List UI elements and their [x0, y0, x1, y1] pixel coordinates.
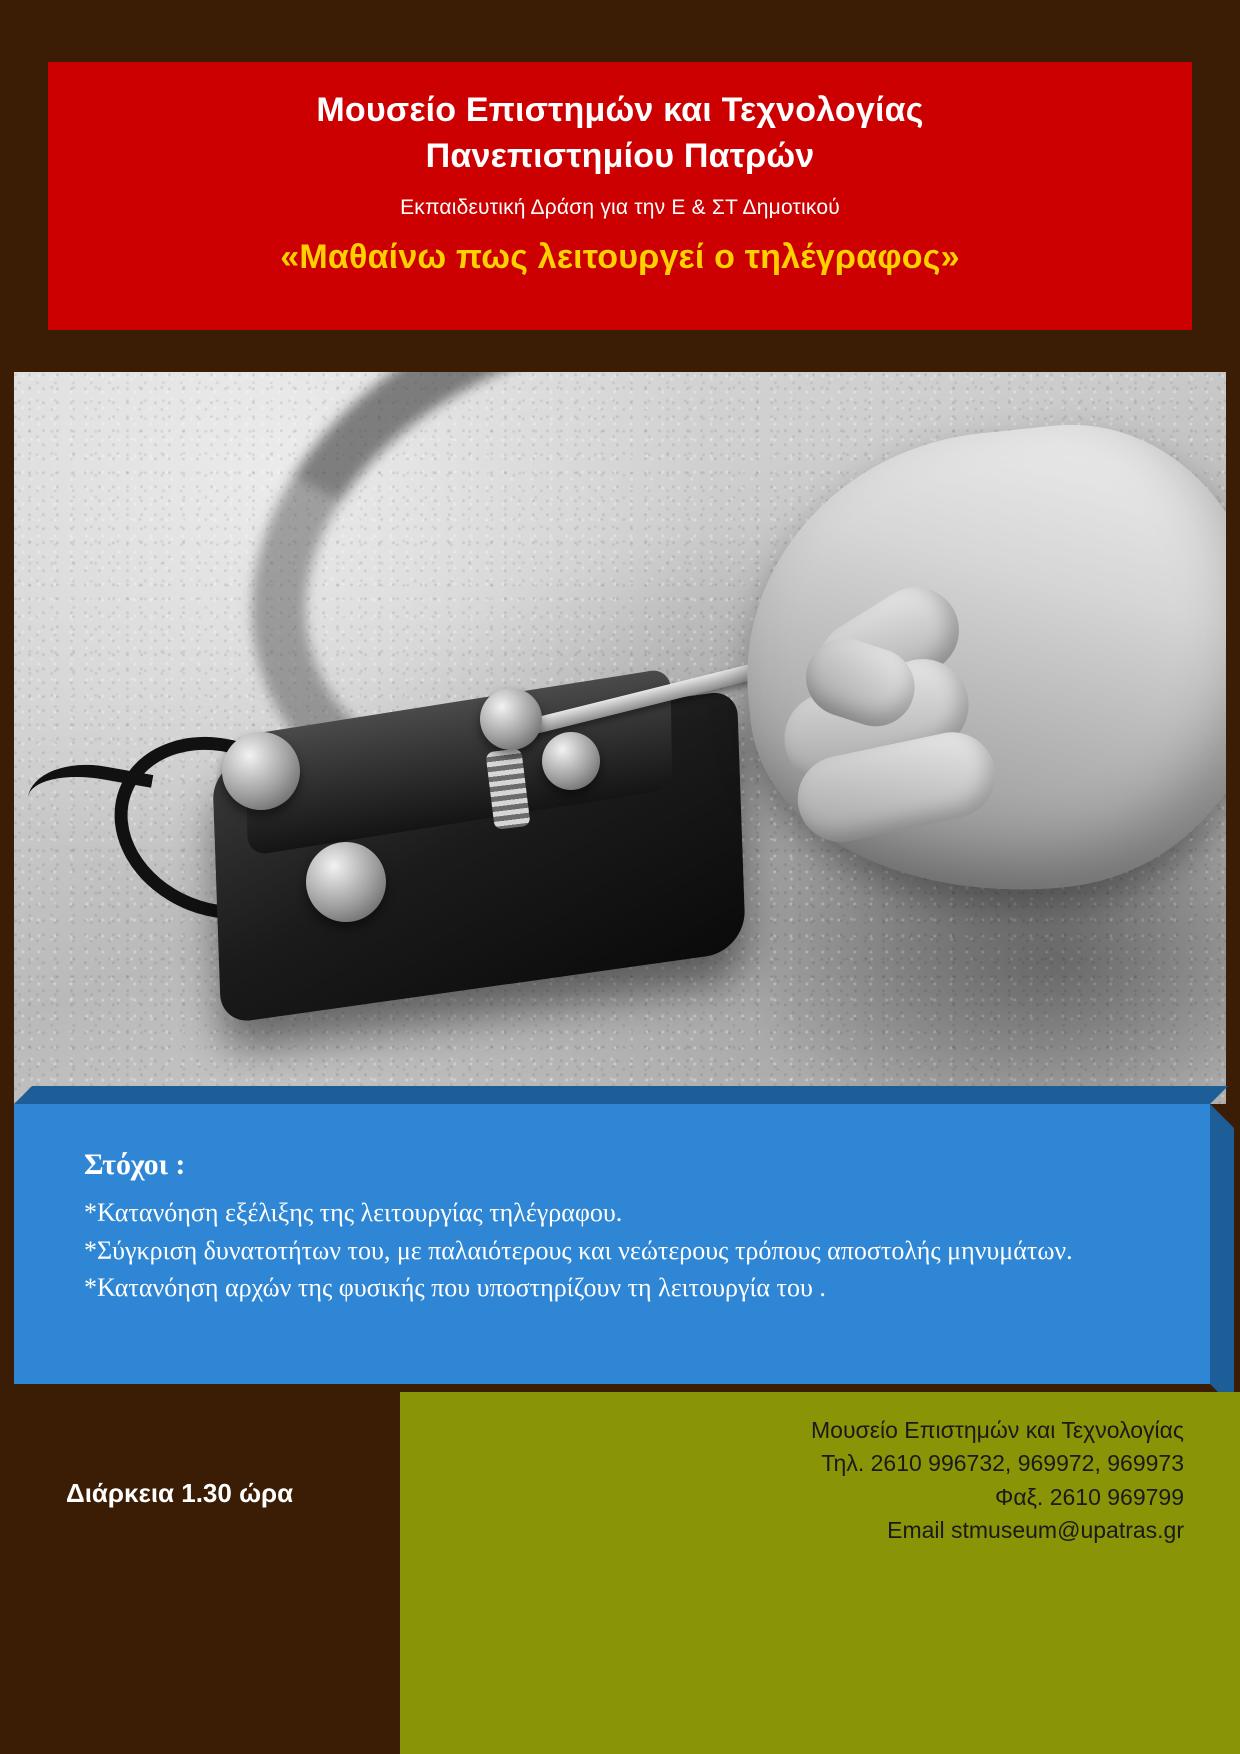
header-banner — [48, 62, 1192, 330]
telegraph-photo — [14, 372, 1226, 1104]
contact-fax: Φαξ. 2610 969799 — [994, 1483, 1184, 1510]
telegraph-knob-top — [480, 688, 542, 750]
header-quote: «Μαθαίνω πως λειτουργεί ο τηλέγραφος» — [280, 237, 960, 276]
goal-item-1: *Κατανόηση εξέλιξης της λειτουργίας τηλέγραφου. — [84, 1198, 623, 1227]
photo-background — [14, 372, 1226, 1104]
telegraph-knob-front — [306, 842, 386, 922]
goal-item-3: *Κατανόηση αρχών της φυσικής που υποστηρίζουν τη λειτουργία του . — [84, 1273, 826, 1303]
goal-item-2: *Σύγκριση δυνατοτήτων του, με παλαιότερους και νεώτερους τρόπους αποστολής μηνυμάτων. — [84, 1235, 1073, 1265]
goals-panel — [14, 1104, 1210, 1384]
contact-phone: Τηλ. 2610 996732, 969972, 969973 — [821, 1450, 1184, 1477]
header-title-line1: Μουσείο Επιστημών και Τεχνολογίας — [316, 91, 924, 129]
contact-email: Email stmuseum@upatras.gr — [887, 1517, 1184, 1544]
contact-org: Μουσείο Επιστημών και Τεχνολογίας — [811, 1417, 1184, 1443]
blue-panel-bevel — [14, 1086, 1228, 1104]
duration-label: Διάρκεια 1.30 ώρα — [66, 1478, 294, 1508]
header-subtitle: Εκπαιδευτική Δράση για την Ε & ΣΤ Δημοτικού — [400, 195, 840, 219]
telegraph-knob-left — [222, 732, 300, 810]
telegraph-knob-right — [542, 732, 600, 790]
contact-block — [400, 1392, 1240, 1754]
goals-title: Στόχοι : — [84, 1148, 186, 1181]
header-title-line2: Πανεπιστημίου Πατρών — [425, 136, 815, 175]
footer-left-block — [0, 1392, 400, 1754]
